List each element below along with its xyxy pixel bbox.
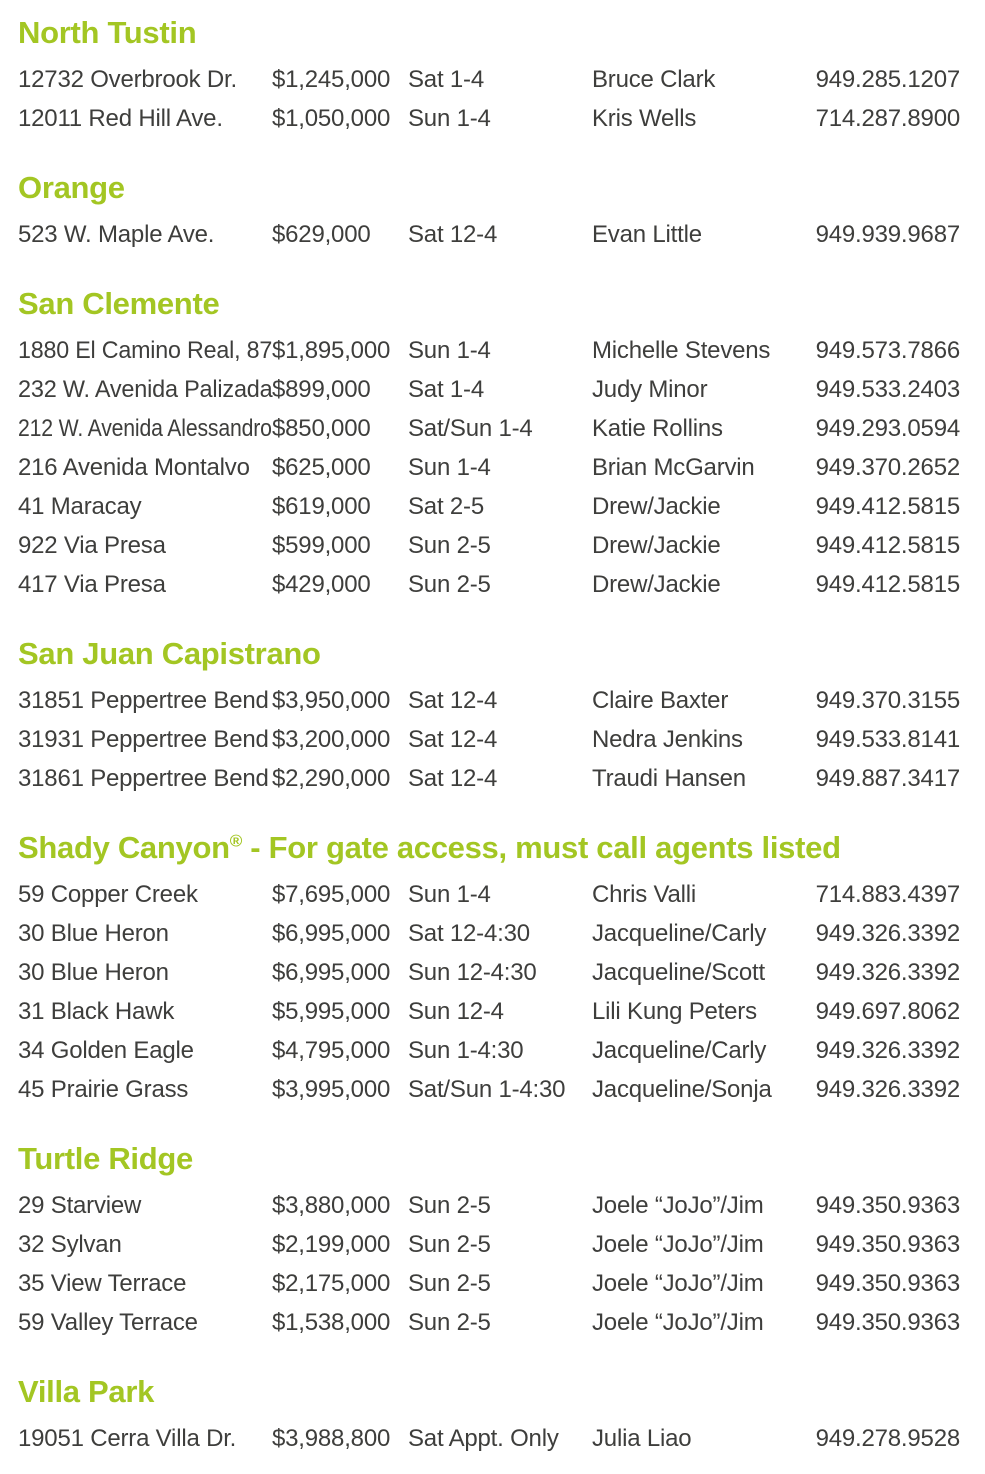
listing-agent: Joele “JoJo”/Jim — [592, 1230, 764, 1258]
listing-price: $6,995,000 — [272, 919, 391, 947]
listing-phone: 949.350.9363 — [815, 1191, 960, 1219]
listing-phone: 949.350.9363 — [815, 1308, 960, 1336]
listing-address: 45 Prairie Grass — [18, 1075, 189, 1103]
city-heading: North Tustin — [18, 15, 197, 50]
listing-row — [18, 1303, 960, 1342]
listing-agent: Michelle Stevens — [592, 336, 771, 364]
listing-address: 12732 Overbrook Dr. — [18, 65, 237, 93]
listing-phone: 949.887.3417 — [815, 764, 960, 792]
listing-price: $6,995,000 — [272, 958, 391, 986]
listing-price: $3,950,000 — [272, 686, 391, 714]
listing-phone: 949.533.8141 — [815, 725, 960, 753]
listing-open-time: Sun 2-5 — [408, 1191, 491, 1219]
listing-row — [18, 487, 960, 526]
listing-agent: Jacqueline/Carly — [592, 919, 767, 947]
listing-phone: 949.350.9363 — [815, 1269, 960, 1297]
listing-phone: 949.326.3392 — [815, 958, 960, 986]
city-section — [18, 829, 960, 1109]
listing-agent: Katie Rollins — [592, 414, 723, 442]
listing-row — [18, 370, 960, 409]
listing-phone: 949.412.5815 — [815, 492, 960, 520]
listing-agent: Joele “JoJo”/Jim — [592, 1191, 764, 1219]
listing-row — [18, 1070, 960, 1109]
listing-row — [18, 1419, 960, 1458]
listing-price: $1,895,000 — [272, 336, 391, 364]
listing-phone: 949.412.5815 — [815, 531, 960, 559]
listing-address: 19051 Cerra Villa Dr. — [18, 1424, 237, 1452]
listing-row — [18, 409, 960, 448]
listing-price: $3,880,000 — [272, 1191, 391, 1219]
listing-agent: Jacqueline/Carly — [592, 1036, 767, 1064]
listing-open-time: Sun 1-4 — [408, 104, 491, 132]
listing-row — [18, 60, 960, 99]
listing-address: 212 W. Avenida Alessandro — [18, 414, 272, 442]
listing-price: $2,175,000 — [272, 1269, 391, 1297]
listing-agent: Jacqueline/Sonja — [592, 1075, 772, 1103]
listing-phone: 949.370.2652 — [815, 453, 960, 481]
listing-price: $850,000 — [272, 414, 371, 442]
listing-price: $625,000 — [272, 453, 371, 481]
listing-row — [18, 1225, 960, 1264]
listing-address: 35 View Terrace — [18, 1269, 187, 1297]
listing-row — [18, 215, 960, 254]
listing-open-time: Sat 1-4 — [408, 375, 484, 403]
listing-open-time: Sat 2-5 — [408, 492, 484, 520]
city-section — [18, 1140, 960, 1342]
listing-price: $1,050,000 — [272, 104, 391, 132]
listing-open-time: Sun 1-4 — [408, 880, 491, 908]
listing-open-time: Sun 1-4 — [408, 336, 491, 364]
city-heading: Shady Canyon® - For gate access, must call agents listed — [18, 830, 841, 865]
listing-agent: Kris Wells — [592, 104, 697, 132]
listing-open-time: Sat 1-4 — [408, 65, 484, 93]
listing-price: $899,000 — [272, 375, 371, 403]
listing-agent: Drew/Jackie — [592, 492, 721, 520]
listing-row — [18, 681, 960, 720]
listing-address: 216 Avenida Montalvo — [18, 453, 250, 481]
listing-price: $599,000 — [272, 531, 371, 559]
listing-phone: 949.285.1207 — [815, 65, 960, 93]
listing-agent: Brian McGarvin — [592, 453, 755, 481]
listing-phone: 714.883.4397 — [815, 880, 960, 908]
listing-address: 41 Maracay — [18, 492, 142, 520]
listing-agent: Bruce Clark — [592, 65, 716, 93]
listing-open-time: Sat 12-4 — [408, 764, 498, 792]
listing-address: 523 W. Maple Ave. — [18, 220, 215, 248]
listing-price: $3,988,800 — [272, 1424, 391, 1452]
listing-open-time: Sun 12-4 — [408, 997, 504, 1025]
listing-row — [18, 759, 960, 798]
listing-row — [18, 331, 960, 370]
listing-open-time: Sat 12-4:30 — [408, 919, 530, 947]
listing-open-time: Sat 12-4 — [408, 686, 498, 714]
listing-open-time: Sun 1-4 — [408, 453, 491, 481]
listing-agent: Drew/Jackie — [592, 531, 721, 559]
listing-row — [18, 99, 960, 138]
listing-phone: 949.326.3392 — [815, 1036, 960, 1064]
city-section — [18, 169, 960, 254]
listing-open-time: Sun 2-5 — [408, 1269, 491, 1297]
listing-open-time: Sun 12-4:30 — [408, 958, 537, 986]
listing-row — [18, 992, 960, 1031]
listing-address: 31851 Peppertree Bend — [18, 686, 269, 714]
city-heading: San Juan Capistrano — [18, 636, 321, 671]
listing-row — [18, 1264, 960, 1303]
listing-row — [18, 720, 960, 759]
listing-address: 30 Blue Heron — [18, 958, 169, 986]
city-heading: Orange — [18, 170, 125, 205]
listing-price: $629,000 — [272, 220, 371, 248]
city-section — [18, 1373, 960, 1458]
listing-phone: 949.573.7866 — [815, 336, 960, 364]
city-heading: Villa Park — [18, 1374, 155, 1409]
listing-price: $429,000 — [272, 570, 371, 598]
listing-phone: 949.412.5815 — [815, 570, 960, 598]
open-house-listings — [18, 14, 960, 1458]
listing-address: 31 Black Hawk — [18, 997, 175, 1025]
listing-open-time: Sat Appt. Only — [408, 1424, 559, 1452]
listing-price: $3,200,000 — [272, 725, 391, 753]
listing-phone: 949.293.0594 — [815, 414, 960, 442]
listing-agent: Joele “JoJo”/Jim — [592, 1308, 764, 1336]
listing-address: 59 Valley Terrace — [18, 1308, 198, 1336]
listing-row — [18, 875, 960, 914]
listing-open-time: Sun 2-5 — [408, 570, 491, 598]
city-section — [18, 635, 960, 798]
listing-price: $1,538,000 — [272, 1308, 391, 1336]
listing-agent: Drew/Jackie — [592, 570, 721, 598]
listing-address: 32 Sylvan — [18, 1230, 122, 1258]
listing-agent: Traudi Hansen — [592, 764, 746, 792]
listing-address: 31931 Peppertree Bend — [18, 725, 269, 753]
listing-address: 417 Via Presa — [18, 570, 166, 598]
listing-address: 12011 Red Hill Ave. — [18, 104, 223, 132]
listing-open-time: Sun 2-5 — [408, 531, 491, 559]
listing-open-time: Sat/Sun 1-4 — [408, 414, 533, 442]
listing-agent: Joele “JoJo”/Jim — [592, 1269, 764, 1297]
city-heading: Turtle Ridge — [18, 1141, 193, 1176]
listing-open-time: Sat/Sun 1-4:30 — [408, 1075, 566, 1103]
listing-row — [18, 953, 960, 992]
listing-agent: Judy Minor — [592, 375, 708, 403]
listing-price: $4,795,000 — [272, 1036, 391, 1064]
listing-phone: 949.350.9363 — [815, 1230, 960, 1258]
listing-phone: 949.939.9687 — [815, 220, 960, 248]
listing-open-time: Sat 12-4 — [408, 220, 498, 248]
listing-price: $619,000 — [272, 492, 371, 520]
listing-phone: 949.370.3155 — [815, 686, 960, 714]
listing-open-time: Sun 2-5 — [408, 1230, 491, 1258]
listing-row — [18, 565, 960, 604]
listing-address: 59 Copper Creek — [18, 880, 198, 908]
listing-phone: 949.326.3392 — [815, 919, 960, 947]
listing-price: $2,199,000 — [272, 1230, 391, 1258]
listing-address: 922 Via Presa — [18, 531, 166, 559]
listing-agent: Jacqueline/Scott — [592, 958, 765, 986]
city-section — [18, 14, 960, 138]
listing-phone: 949.278.9528 — [815, 1424, 960, 1452]
listing-price: $5,995,000 — [272, 997, 391, 1025]
listing-phone: 949.326.3392 — [815, 1075, 960, 1103]
listing-address: 29 Starview — [18, 1191, 142, 1219]
listing-row — [18, 914, 960, 953]
listing-row — [18, 526, 960, 565]
listing-address: 1880 El Camino Real, 87 — [18, 336, 273, 364]
listing-open-time: Sat 12-4 — [408, 725, 498, 753]
listing-open-time: Sun 2-5 — [408, 1308, 491, 1336]
listing-agent: Evan Little — [592, 220, 702, 248]
listing-agent: Nedra Jenkins — [592, 725, 743, 753]
listing-address: 34 Golden Eagle — [18, 1036, 194, 1064]
listing-address: 232 W. Avenida Palizada — [18, 375, 273, 403]
listing-row — [18, 448, 960, 487]
listing-phone: 949.697.8062 — [815, 997, 960, 1025]
listing-open-time: Sun 1-4:30 — [408, 1036, 524, 1064]
listing-price: $3,995,000 — [272, 1075, 391, 1103]
listing-price: $1,245,000 — [272, 65, 391, 93]
listing-agent: Lili Kung Peters — [592, 997, 757, 1025]
listing-price: $7,695,000 — [272, 880, 391, 908]
listing-phone: 949.533.2403 — [815, 375, 960, 403]
listing-agent: Claire Baxter — [592, 686, 729, 714]
listing-address: 31861 Peppertree Bend — [18, 764, 269, 792]
listing-row — [18, 1186, 960, 1225]
listing-agent: Julia Liao — [592, 1424, 692, 1452]
listing-address: 30 Blue Heron — [18, 919, 169, 947]
city-section — [18, 285, 960, 604]
listing-row — [18, 1031, 960, 1070]
listing-price: $2,290,000 — [272, 764, 391, 792]
listing-agent: Chris Valli — [592, 880, 697, 908]
registered-trademark-symbol: ® — [229, 831, 242, 851]
listing-phone: 714.287.8900 — [815, 104, 960, 132]
city-heading: San Clemente — [18, 286, 220, 321]
